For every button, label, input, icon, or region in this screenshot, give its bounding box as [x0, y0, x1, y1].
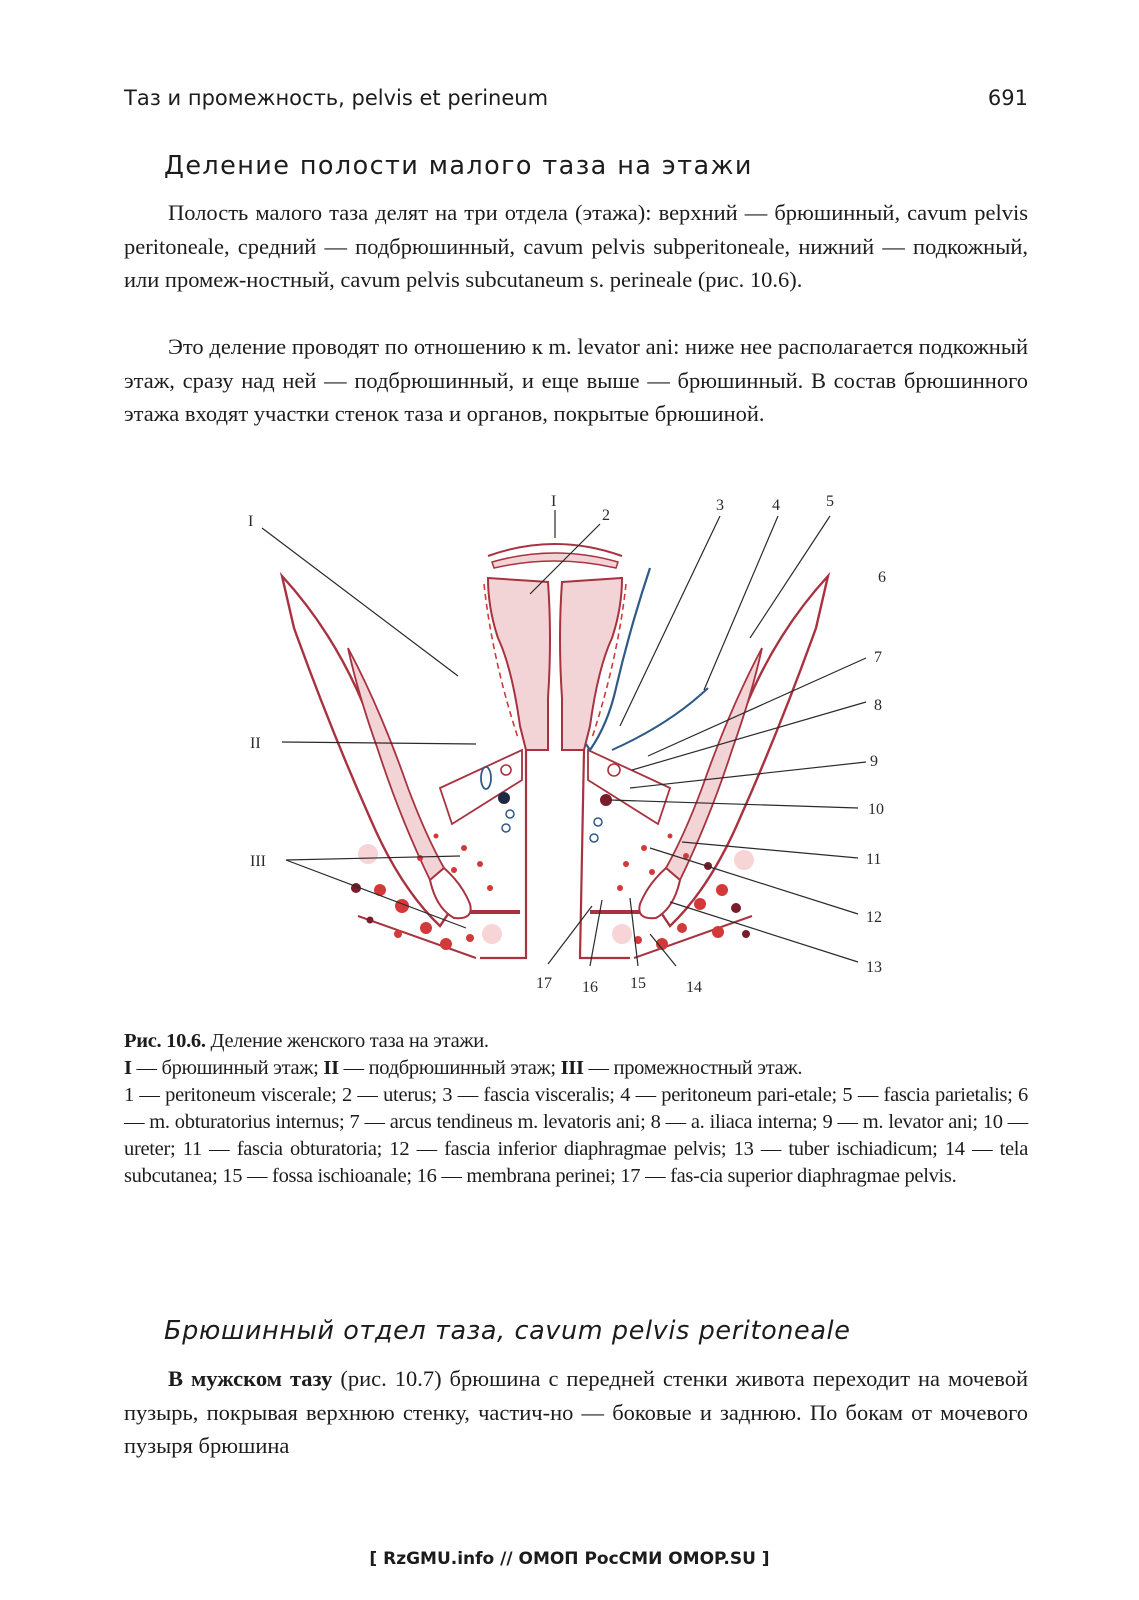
- body-paragraph-1: [124, 196, 1028, 297]
- caption-roman-3: III: [560, 1057, 584, 1079]
- footer-watermark: [ RzGMU.info // ОМОП РосСМИ OMOP.SU ]: [369, 1549, 770, 1569]
- label-5: 5: [826, 493, 834, 510]
- subsection-heading: Брюшинный отдел таза, cavum pelvis peritoneale: [164, 1316, 851, 1346]
- right-vein-2: [590, 834, 598, 842]
- right-levator-muscle: [588, 750, 670, 824]
- paragraph-1-text: Полость малого таза делят на три отдела (этажа): верхний — брюшинный, cavum pelvis peritoneale, средний — подбрюшинный, cavum pelvis subperitoneale, нижний — подкожный, или промеж-ностный, cavum pelvis subcutaneum s. perineale (рис. 10.6).: [124, 200, 1028, 293]
- left-dark-vessel: [498, 792, 510, 804]
- paragraph-3-bold-lead: В мужском тазу: [168, 1366, 333, 1391]
- top-peritoneum-arc-inner: [492, 553, 618, 568]
- paragraph-2-text: Это деление проводят по отношению к m. levator ani: ниже нее располагается подкожный этаж, сразу над ней — подбрюшинный, и еще выше — брюшинный. В состав брюшинного этажа входят участки стенок таза и органов, покрытые брюшиной.: [124, 334, 1028, 427]
- body-paragraph-3: [124, 1362, 1028, 1463]
- caption-fig-label: Рис. 10.6.: [124, 1030, 206, 1052]
- label-12: 12: [866, 909, 882, 926]
- pelvis-diagram: [230, 488, 910, 1018]
- left-vein-2: [502, 824, 510, 832]
- parietal-peritoneum-line-2: [612, 688, 708, 750]
- label-10: 10: [868, 801, 884, 818]
- page-number: 691: [987, 86, 1028, 110]
- label-16: 16: [582, 979, 598, 996]
- left-floor-outline: [358, 916, 476, 958]
- label-17: 17: [536, 975, 552, 992]
- label-13: 13: [866, 959, 882, 976]
- label-roman-1-top: I: [551, 493, 557, 510]
- label-2: 2: [602, 507, 610, 524]
- left-levator-muscle: [440, 750, 522, 824]
- label-roman-3: III: [250, 853, 266, 870]
- caption-roman-1-text: — брюшинный этаж;: [131, 1057, 324, 1079]
- caption-roman-3-text: — промежностный этаж.: [583, 1057, 803, 1079]
- label-7: 7: [874, 649, 882, 666]
- label-roman-2: II: [250, 735, 261, 752]
- running-head: Таз и промежность, pelvis et perineum: [124, 86, 549, 110]
- pelvis-floors-figure: [230, 488, 910, 1018]
- caption-legend: 1 — peritoneum viscerale; 2 — uterus; 3 — fascia visceralis; 4 — peritoneum pari-etale; 5 — fascia parietalis; 6 — m. obturatorius internus; 7 — arcus tendineus m. levatoris ani; 8 — a. iliaca interna; 9 — m. levator ani; 10 — ureter; 11 — fascia obturatoria; 12 — fascia inferior diaphragmae pelvis; 13 — tuber ischiadicum; 14 — tela subcutanea; 15 — fossa ischioanale; 16 — membrana perinei; 17 — fas-cia superior diaphragmae pelvis.: [124, 1084, 1028, 1187]
- label-3: 3: [716, 497, 724, 514]
- label-15: 15: [630, 975, 646, 992]
- label-4: 4: [772, 497, 780, 514]
- caption-roman-1: I: [124, 1057, 132, 1079]
- label-9: 9: [870, 753, 878, 770]
- caption-roman-2-text: — подбрюшинный этаж;: [338, 1057, 561, 1079]
- paragraph-3-text: (рис. 10.7) брюшина с передней стенки живота переходит на мочевой пузырь, покрывая верхнюю стенку, частич-но — боковые и заднюю. По бокам от мочевого пузыря брюшина: [124, 1366, 1028, 1459]
- section-heading: Деление полости малого таза на этажи: [164, 151, 753, 181]
- left-vein-1: [506, 810, 514, 818]
- body-paragraph-2: [124, 330, 1028, 431]
- figure-caption: [124, 1028, 1028, 1190]
- label-11: 11: [866, 851, 882, 868]
- label-6: 6: [878, 569, 886, 586]
- label-8: 8: [874, 697, 882, 714]
- label-roman-1-left: I: [248, 513, 254, 530]
- label-14: 14: [686, 979, 702, 996]
- right-vein-1: [594, 818, 602, 826]
- caption-roman-2: II: [323, 1057, 339, 1079]
- caption-fig-title: Деление женского таза на этажи.: [205, 1030, 489, 1052]
